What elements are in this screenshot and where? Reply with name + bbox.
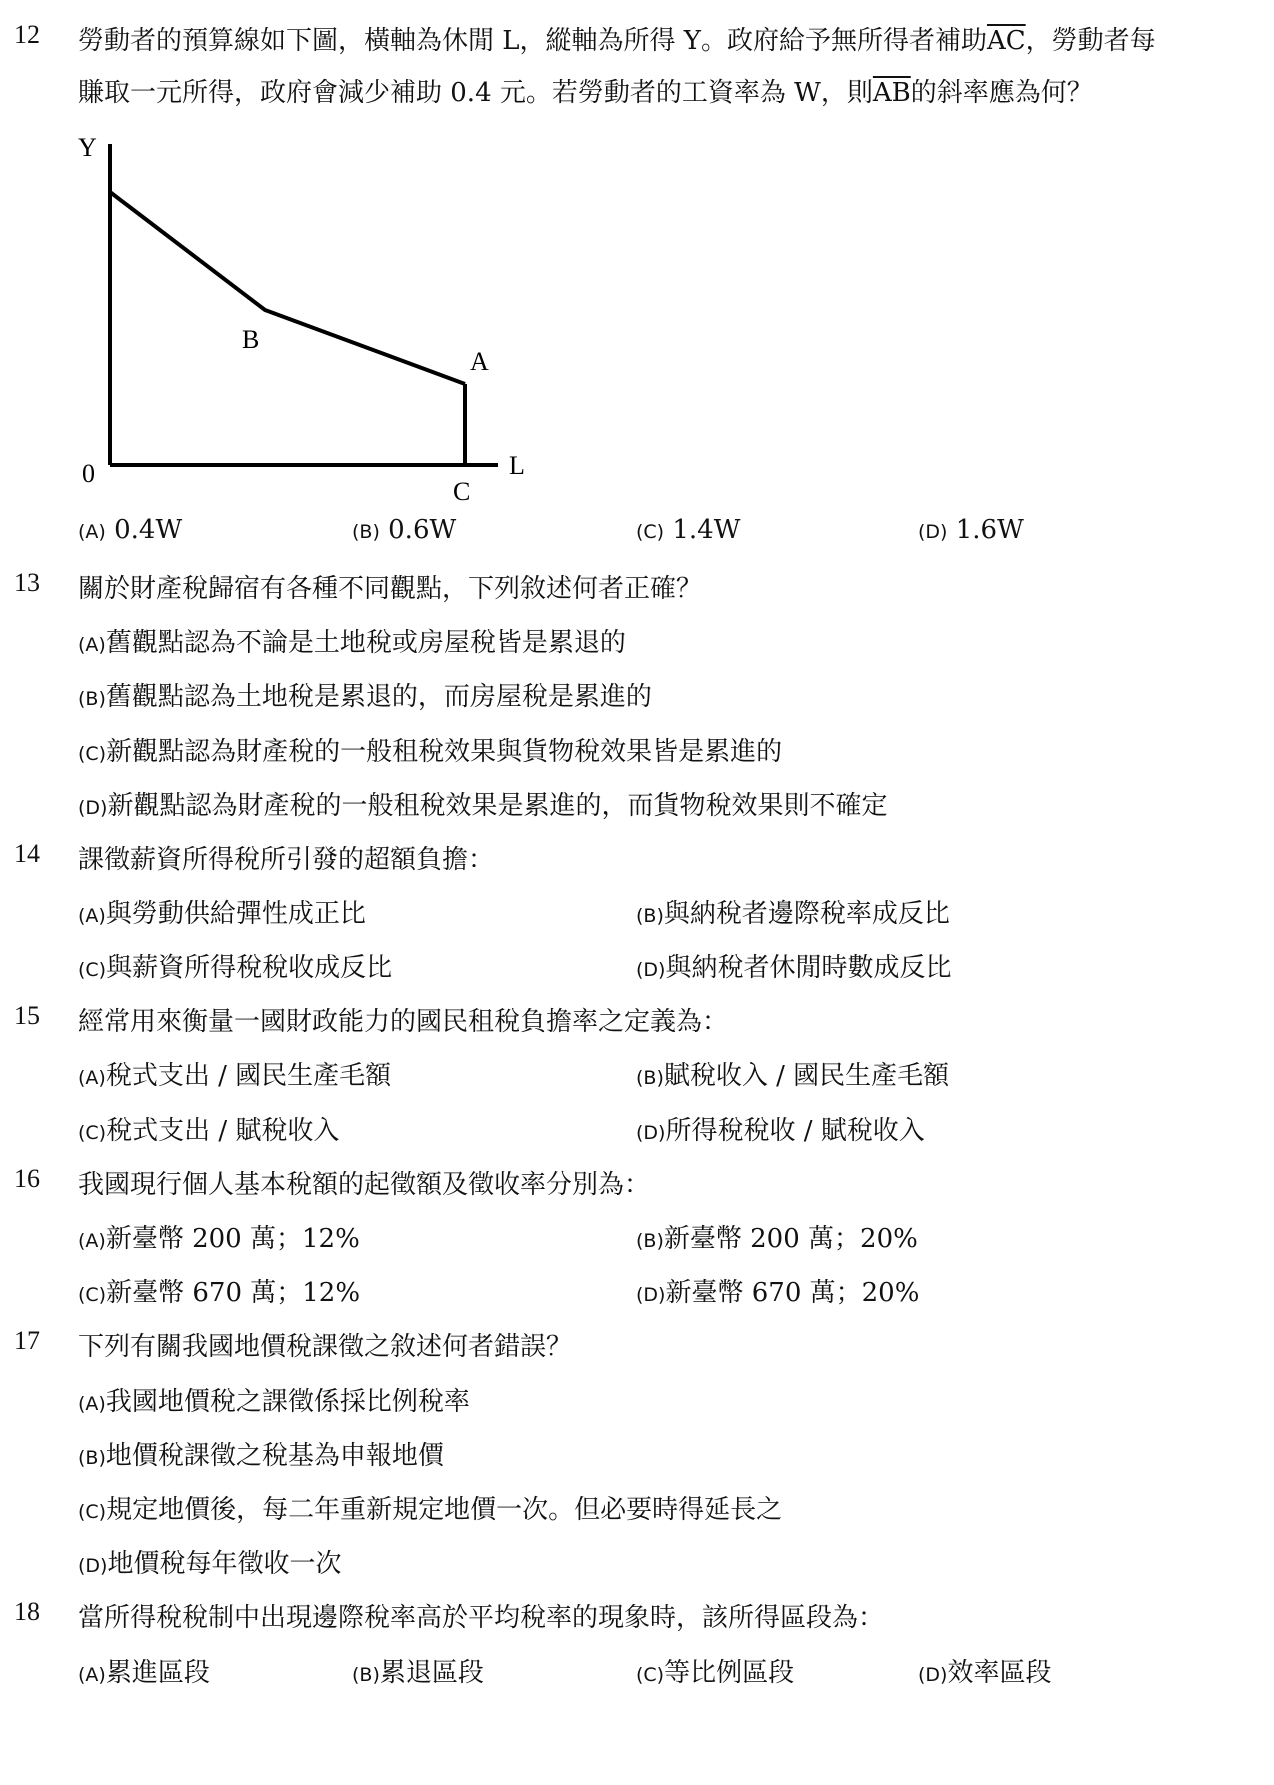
- option-b[interactable]: (B)賦稅收入 / 國民生產毛額: [636, 1061, 950, 1091]
- option-c[interactable]: (C)稅式支出 / 賦稅收入: [78, 1116, 340, 1146]
- option-d[interactable]: (D)效率區段: [918, 1658, 1052, 1688]
- question-number: 12: [14, 20, 40, 49]
- option-a[interactable]: (A)我國地價稅之課徵係採比例稅率: [78, 1387, 470, 1417]
- option-c[interactable]: (C)等比例區段: [636, 1658, 795, 1688]
- budget-line-figure: [60, 120, 540, 510]
- question-text: 我國現行個人基本稅額的起徵額及徵收率分別為：: [78, 1170, 651, 1200]
- question-number: 16: [14, 1164, 40, 1193]
- option-a[interactable]: (A)舊觀點認為不論是土地稅或房屋稅皆是累退的: [78, 628, 626, 658]
- option-d[interactable]: (D)地價稅每年徵收一次: [78, 1549, 342, 1579]
- option-d[interactable]: (D)新臺幣 670 萬；20%: [636, 1278, 920, 1308]
- question-text-line-2: 賺取一元所得，政府會減少補助 0.4 元。若勞動者的工資率為 W，則$\overline{AB}$的斜率應為何？: [78, 78, 1093, 108]
- option-c[interactable]: (C)規定地價後，每二年重新規定地價一次。但必要時得延長之: [78, 1495, 783, 1525]
- question-number: 14: [14, 839, 40, 868]
- option-c[interactable]: (C)與薪資所得稅稅收成反比: [78, 953, 393, 983]
- segment-ab: $\overline{AB}$: [872, 78, 911, 108]
- option-d[interactable]: (D)與納稅者休閒時數成反比: [636, 953, 952, 983]
- option-b[interactable]: (B) 0.6W: [352, 515, 457, 545]
- segment-ac: $\overline{AC}$: [986, 26, 1026, 56]
- question-text-line-1: 勞動者的預算線如下圖，橫軸為休閒 L，縱軸為所得 Y。政府給予無所得者補助$\overline{AC}$，勞動者每: [78, 26, 1156, 56]
- option-b[interactable]: (B)與納稅者邊際稅率成反比: [636, 899, 950, 929]
- option-b[interactable]: (B)地價稅課徵之稅基為申報地價: [78, 1441, 444, 1471]
- question-number: 13: [14, 568, 40, 597]
- option-a[interactable]: (A) 0.4W: [78, 515, 183, 545]
- point-a-label: A: [470, 347, 489, 376]
- question-text: 課徵薪資所得稅所引發的超額負擔：: [78, 845, 495, 875]
- option-b[interactable]: (B)舊觀點認為土地稅是累退的，而房屋稅是累進的: [78, 682, 652, 712]
- point-c-label: C: [453, 477, 471, 506]
- option-b[interactable]: (B)新臺幣 200 萬；20%: [636, 1224, 918, 1254]
- option-a[interactable]: (A)與勞動供給彈性成正比: [78, 899, 366, 929]
- x-axis-label: L: [509, 451, 525, 480]
- option-a[interactable]: (A)累進區段: [78, 1658, 210, 1688]
- question-text: 經常用來衡量一國財政能力的國民租稅負擔率之定義為：: [78, 1007, 729, 1037]
- origin-label: 0: [82, 459, 95, 488]
- question-number: 15: [14, 1001, 40, 1030]
- point-b-label: B: [242, 325, 260, 354]
- option-b[interactable]: (B)累退區段: [352, 1658, 484, 1688]
- option-c[interactable]: (C)新觀點認為財產稅的一般租稅效果與貨物稅效果皆是累進的: [78, 737, 783, 767]
- question-text: 當所得稅稅制中出現邊際稅率高於平均稅率的現象時，該所得區段為：: [78, 1603, 885, 1633]
- option-a[interactable]: (A)稅式支出 / 國民生產毛額: [78, 1061, 392, 1091]
- question-text: 下列有關我國地價稅課徵之敘述何者錯誤？: [78, 1332, 573, 1362]
- budget-line: [110, 192, 465, 384]
- question-number: 17: [14, 1326, 40, 1355]
- option-d[interactable]: (D) 1.6W: [918, 515, 1024, 545]
- option-d[interactable]: (D)所得稅稅收 / 賦稅收入: [636, 1116, 925, 1146]
- option-c[interactable]: (C)新臺幣 670 萬；12%: [78, 1278, 361, 1308]
- option-d[interactable]: (D)新觀點認為財產稅的一般租稅效果是累進的，而貨物稅效果則不確定: [78, 791, 888, 821]
- question-number: 18: [14, 1597, 40, 1626]
- option-c[interactable]: (C) 1.4W: [636, 515, 741, 545]
- option-a[interactable]: (A)新臺幣 200 萬；12%: [78, 1224, 360, 1254]
- y-axis-label: Y: [78, 133, 97, 162]
- question-text: 關於財產稅歸宿有各種不同觀點，下列敘述何者正確？: [78, 574, 703, 604]
